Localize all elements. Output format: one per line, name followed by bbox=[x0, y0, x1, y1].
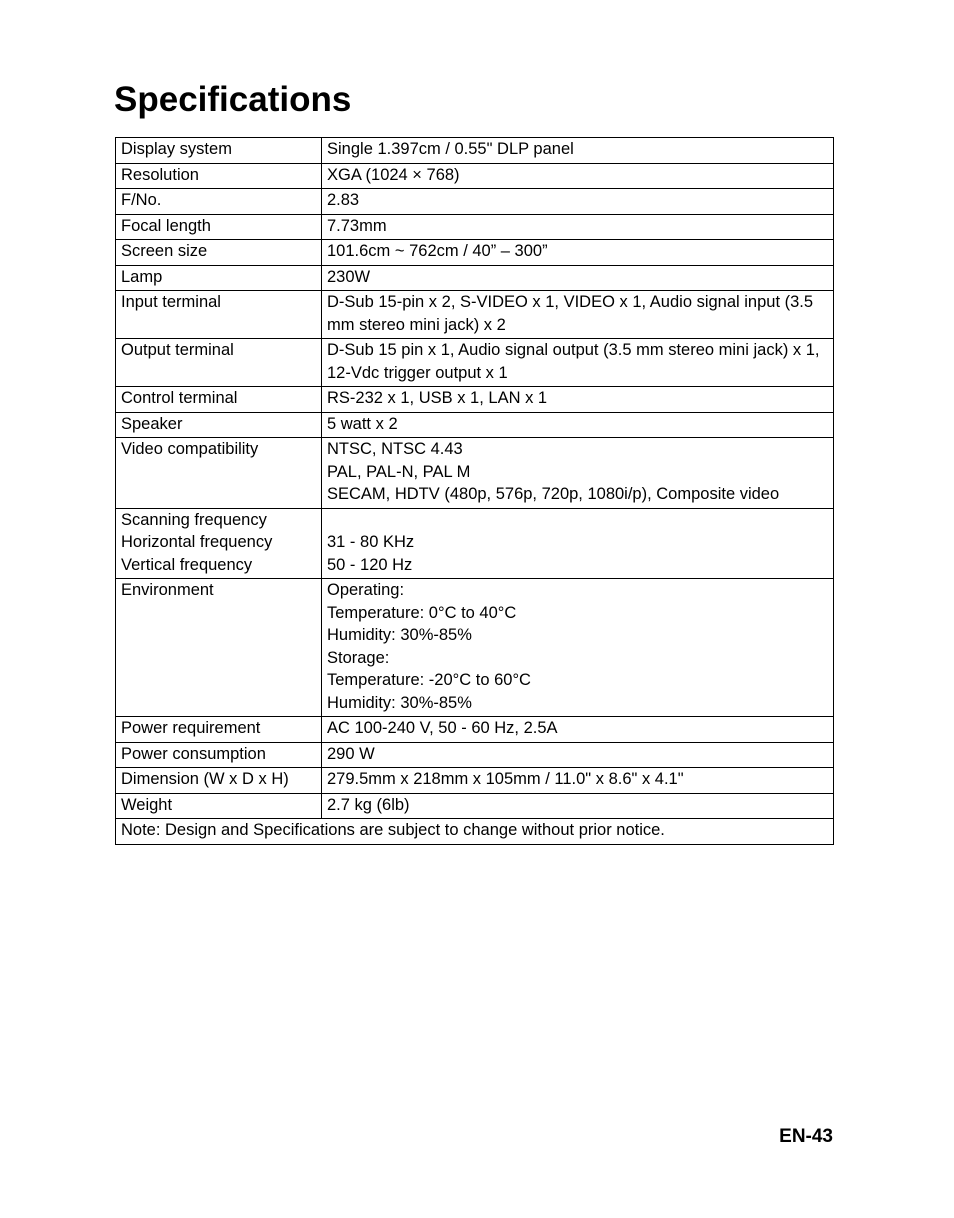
spec-value: Single 1.397cm / 0.55" DLP panel bbox=[322, 138, 834, 164]
spec-value: D-Sub 15 pin x 1, Audio signal output (3.5 mm stereo mini jack) x 1, 12-Vdc trigger output x 1 bbox=[322, 339, 834, 387]
spec-value: AC 100-240 V, 50 - 60 Hz, 2.5A bbox=[322, 717, 834, 743]
spec-value: 31 - 80 KHz 50 - 120 Hz bbox=[322, 508, 834, 579]
spec-value: 7.73mm bbox=[322, 214, 834, 240]
spec-row-note bbox=[116, 819, 834, 845]
spec-row bbox=[116, 189, 834, 215]
spec-value: 290 W bbox=[322, 742, 834, 768]
spec-label: Resolution bbox=[116, 163, 322, 189]
spec-value: 2.83 bbox=[322, 189, 834, 215]
spec-label: Video compatibility bbox=[116, 438, 322, 509]
spec-row bbox=[116, 768, 834, 794]
spec-label: Lamp bbox=[116, 265, 322, 291]
spec-label: Input terminal bbox=[116, 291, 322, 339]
spec-row bbox=[116, 265, 834, 291]
spec-label: Scanning frequency Horizontal frequency Vertical frequency bbox=[116, 508, 322, 579]
spec-row bbox=[116, 717, 834, 743]
spec-value: D-Sub 15-pin x 2, S-VIDEO x 1, VIDEO x 1, Audio signal input (3.5 mm stereo mini jack) x 2 bbox=[322, 291, 834, 339]
spec-row bbox=[116, 742, 834, 768]
spec-row bbox=[116, 138, 834, 164]
spec-row bbox=[116, 387, 834, 413]
spec-row bbox=[116, 438, 834, 509]
spec-label: Display system bbox=[116, 138, 322, 164]
spec-row bbox=[116, 339, 834, 387]
spec-value: NTSC, NTSC 4.43 PAL, PAL-N, PAL M SECAM, HDTV (480p, 576p, 720p, 1080i/p), Composite video bbox=[322, 438, 834, 509]
spec-value: 5 watt x 2 bbox=[322, 412, 834, 438]
spec-value: RS-232 x 1, USB x 1, LAN x 1 bbox=[322, 387, 834, 413]
spec-note: Note: Design and Specifications are subject to change without prior notice. bbox=[116, 819, 834, 845]
page-number: EN-43 bbox=[779, 1126, 833, 1147]
spec-label: Power requirement bbox=[116, 717, 322, 743]
spec-label: Control terminal bbox=[116, 387, 322, 413]
spec-row bbox=[116, 793, 834, 819]
spec-row bbox=[116, 412, 834, 438]
spec-label: Dimension (W x D x H) bbox=[116, 768, 322, 794]
page-title: Specifications bbox=[114, 80, 352, 119]
specifications-table bbox=[115, 137, 834, 845]
spec-label: Environment bbox=[116, 579, 322, 717]
spec-value: 230W bbox=[322, 265, 834, 291]
spec-value: 279.5mm x 218mm x 105mm / 11.0" x 8.6" x 4.1" bbox=[322, 768, 834, 794]
spec-row bbox=[116, 508, 834, 579]
spec-label: Power consumption bbox=[116, 742, 322, 768]
spec-label: Focal length bbox=[116, 214, 322, 240]
spec-value: Operating: Temperature: 0°C to 40°C Humidity: 30%-85% Storage: Temperature: -20°C to 60°C Humidity: 30%-85% bbox=[322, 579, 834, 717]
spec-label: Speaker bbox=[116, 412, 322, 438]
spec-value: 2.7 kg (6lb) bbox=[322, 793, 834, 819]
spec-row bbox=[116, 579, 834, 717]
spec-value: 101.6cm ~ 762cm / 40” – 300” bbox=[322, 240, 834, 266]
spec-row bbox=[116, 291, 834, 339]
spec-value: XGA (1024 × 768) bbox=[322, 163, 834, 189]
spec-label: Screen size bbox=[116, 240, 322, 266]
spec-row bbox=[116, 163, 834, 189]
spec-label: Weight bbox=[116, 793, 322, 819]
specifications-table-body bbox=[116, 138, 834, 845]
spec-label: F/No. bbox=[116, 189, 322, 215]
spec-row bbox=[116, 240, 834, 266]
spec-row bbox=[116, 214, 834, 240]
spec-label: Output terminal bbox=[116, 339, 322, 387]
